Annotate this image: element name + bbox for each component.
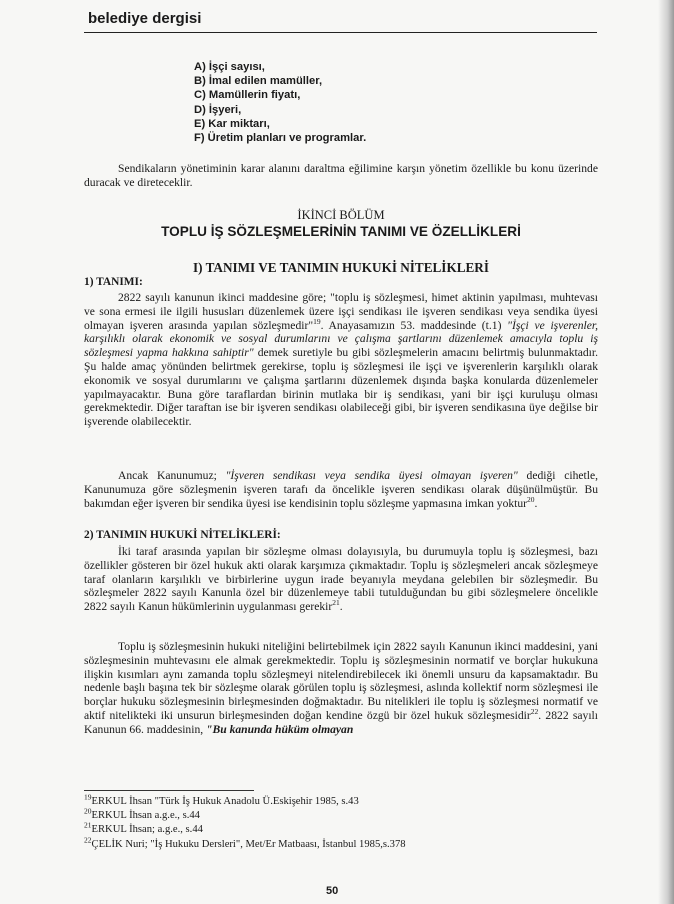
intro-paragraph: Sendikaların yönetiminin karar alanını daraltma eğilimine karşın yönetim özellikle bu konu üzerinde duracak ve direteceklir. bbox=[84, 162, 598, 189]
footnote-ref: 21 bbox=[332, 598, 340, 608]
footnote-number: 19 bbox=[84, 792, 92, 802]
factor-list bbox=[194, 60, 366, 145]
paragraph-definition bbox=[84, 291, 598, 429]
list-item: A) İşçi sayısı, bbox=[194, 61, 265, 73]
header-rule bbox=[84, 32, 597, 33]
list-item: F) Üretim planları ve programlar. bbox=[194, 132, 367, 145]
subheading-legal-nature: 2) TANIMIN HUKUKİ NİTELİKLERİ: bbox=[84, 529, 281, 541]
footnote-ref: 20 bbox=[527, 494, 535, 504]
text-run: Toplu iş sözleşmesinin hukuki niteliğini belirtebilmek için 2822 sayılı Kanunun ikinci maddesini, yani sözleşmesinin muhtevasını ele almak gerekmektedir. Toplu iş sözleşmesinin normatif ve borçlar hukukuna ilişkin kısımları aynı zamanda toplu sözleşmeyi nitelendirebilecek iki önemli unsuru da kapsamaktadır. Bu nedenle başlı başına tek bir sözleşme olarak görülen toplu iş sözleşmesi, aslında kollektif norm sözleşmesi ile borçlar hukuku sözleşmesinin birleşmesinden doğmaktadır. Bu nitelikleri ile toplu iş sözleşmesi normatif ve aktif nitelikteki iki unsurun birleşmesinden doğan kendine özgü bir özel hukuk sözleşmesidir bbox=[84, 640, 598, 722]
footnote-text: ERKUL İhsan a.g.e., s.44 bbox=[91, 810, 200, 821]
list-item: C) Mamüllerin fiyatı, bbox=[194, 89, 301, 102]
text-run: . 2822 sayılı Kanunun 66. maddesinin, bbox=[84, 708, 598, 736]
chapter-title: TOPLU İŞ SÖZLEŞMELERİNİN TANIMI VE ÖZELLİKLERİ bbox=[161, 224, 521, 239]
footnote-number: 21 bbox=[84, 820, 92, 830]
paragraph-contract bbox=[84, 545, 598, 614]
footnote-number: 20 bbox=[84, 806, 92, 816]
footnote bbox=[84, 806, 604, 821]
paragraph-legal-character bbox=[84, 640, 598, 737]
italic-quote: "İşçi ve işverenler, karşılıklı olarak ekonomik ve sosyal durumlarını ve çalışma şartlarını düzenlemek amacıyla toplu iş sözleşmesi yapma hakkına sahiptir" bbox=[84, 318, 598, 360]
footnote bbox=[84, 835, 604, 850]
text-run: 2822 sayılı kanunun ikinci maddesine göre; "toplu iş sözleşmesi, himet aktinin yapılması, muhtevası ve sona ermesi ile ilgili hususları düzenlemek üzere işçi sendikası ile işveren sendikası veya sendika üyesi olmayan işveren arasında yapılan sözleşmedir" bbox=[84, 291, 598, 332]
text-run: İki taraf arasında yapılan bir sözleşme olması dolayısıyla, bu durumuyla toplu iş sözleşmesi, bazı özellikler gösteren bir özel hukuk akti olarak karşımıza çıkmaktadır. Toplu iş sözleşmeleri ancak sözleşmeye taraf olanların karşılıklı ve birbirlerine uygun irade beyanıyla meydana gelebilen bir sözleşmedir. Bu sözleşmeler 2822 sayılı Kanunla özel bir düzenlemeye tabii tutulduğundan bu gibi sözleşmelere öncelikle 2822 sayılı Kanun hükümlerinin uygulanması gerekir bbox=[84, 545, 598, 614]
footnote-number: 22 bbox=[84, 835, 92, 845]
journal-header: belediye dergisi bbox=[88, 10, 202, 27]
footnote-text: ERKUL İhsan "Türk İş Hukuk Anadolu Ü.Eskişehir 1985, s.43 bbox=[91, 796, 359, 807]
text-run: Ancak Kanunumuz; bbox=[118, 469, 226, 482]
footnote-ref: 22 bbox=[530, 707, 539, 717]
footnote-rule bbox=[84, 790, 254, 791]
subheading-definition: 1) TANIMI: bbox=[84, 276, 143, 288]
chapter-heading: İKİNCİ BÖLÜM bbox=[297, 208, 385, 222]
footnote bbox=[84, 820, 604, 835]
text-run: dediği cihetle, Kanunumuza göre sözleşmenin işveren tarafı da öncelikle işveren sendikası olarak düşünülmüştür. Bu bakımdan eğer işveren bir sendika üyesi ise kendisinin toplu sözleşme yapmasına imkan yoktur bbox=[84, 469, 598, 510]
footnote-text: ERKUL İhsan; a.g.e., s.44 bbox=[91, 824, 203, 835]
paragraph-employer bbox=[84, 469, 598, 510]
footnote bbox=[84, 792, 604, 807]
page-spine-shadow bbox=[658, 0, 674, 904]
text-run: . Anayasamızın 53. maddesinde (t.1) bbox=[320, 318, 508, 332]
text-run: demek suretiyle bu gibi sözleşmelerin amacını belirtmiş bulunmaktadır. Şu halde amaç yönünden belirtmek gerekirse, toplu iş sözleşmesi ile işçi ve işverenlerin karşılıklı olarak ekonomik ve sosyal durumlarını ve çalışma şartlarını düzenlemek dışında başka konularda düzenlemeler yapılmayacaktır. Buna göre taraflardan birinin mutlaka bir iş sendikası, yani bir işçi kuruluşu olması gerekmektedir. Diğer taraftan ise bir işveren sendikası olabileceği gibi, bir işveren sendikasına üye değilse bir işverende olabilecektir. bbox=[84, 346, 599, 429]
page-number: 50 bbox=[326, 885, 339, 897]
text-run: . bbox=[534, 496, 538, 510]
italic-quote: "İşveren sendikası veya sendika üyesi olmayan işveren" bbox=[225, 469, 518, 482]
footnote-ref: 19 bbox=[313, 316, 321, 326]
list-item: B) İmal edilen mamüller, bbox=[194, 75, 323, 88]
list-item: D) İşyeri, bbox=[194, 103, 242, 116]
bold-italic-quote: "Bu kanunda hüküm olmayan bbox=[206, 722, 354, 736]
text-run: . bbox=[339, 600, 343, 614]
list-item: E) Kar miktarı, bbox=[194, 117, 270, 130]
footnote-text: ÇELİK Nuri; "İş Hukuku Dersleri", Met/Er Matbaası, İstanbul 1985,s.378 bbox=[91, 839, 406, 850]
section-heading: I) TANIMI VE TANIMIN HUKUKİ NİTELİKLERİ bbox=[193, 260, 489, 275]
